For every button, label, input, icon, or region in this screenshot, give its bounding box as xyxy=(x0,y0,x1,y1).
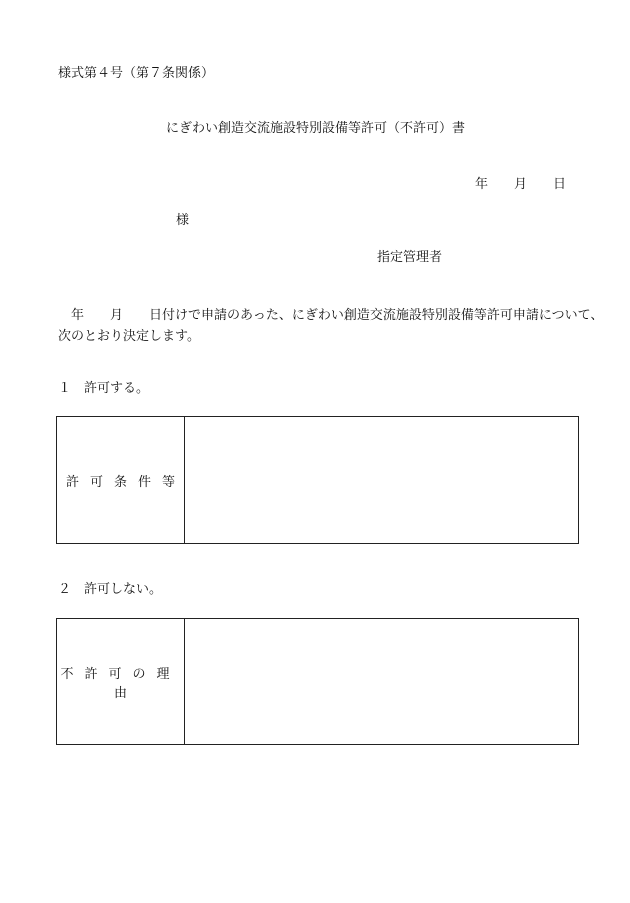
body-line1: 日付けで申請のあった、にぎわい創造交流施設特別設備等許可申請について、 xyxy=(149,308,604,323)
date-month: 月 xyxy=(514,177,528,192)
form-number: 様式第４号（第７条関係） xyxy=(58,66,215,81)
section2-text: 許可しない。 xyxy=(84,582,163,597)
issuer: 指定管理者 xyxy=(377,250,443,265)
date-year: 年 xyxy=(475,177,489,192)
document-title: にぎわい創造交流施設特別設備等許可（不許可）書 xyxy=(166,121,466,136)
section2-heading xyxy=(58,582,162,598)
section2-number: ２ xyxy=(58,582,72,597)
conditions-label: 許可条件等 xyxy=(65,474,186,490)
body-text xyxy=(58,305,606,347)
section1-text: 許可する。 xyxy=(84,381,150,396)
reason-field[interactable] xyxy=(185,619,579,745)
rejection-reason-table xyxy=(56,618,579,745)
reason-label: 不許可の理由 xyxy=(60,666,181,701)
reason-label-cell xyxy=(57,619,185,745)
conditions-field[interactable] xyxy=(185,417,579,544)
body-line2: 次のとおり決定します。 xyxy=(58,329,200,344)
date-line xyxy=(475,177,566,193)
date-day: 日 xyxy=(553,177,567,192)
section1-number: １ xyxy=(58,381,72,396)
body-year: 年 xyxy=(71,308,85,323)
body-month: 月 xyxy=(110,308,124,323)
section1-heading xyxy=(58,381,149,397)
conditions-label-cell xyxy=(57,417,185,544)
addressee-suffix: 様 xyxy=(176,213,190,228)
conditions-table xyxy=(56,416,579,544)
